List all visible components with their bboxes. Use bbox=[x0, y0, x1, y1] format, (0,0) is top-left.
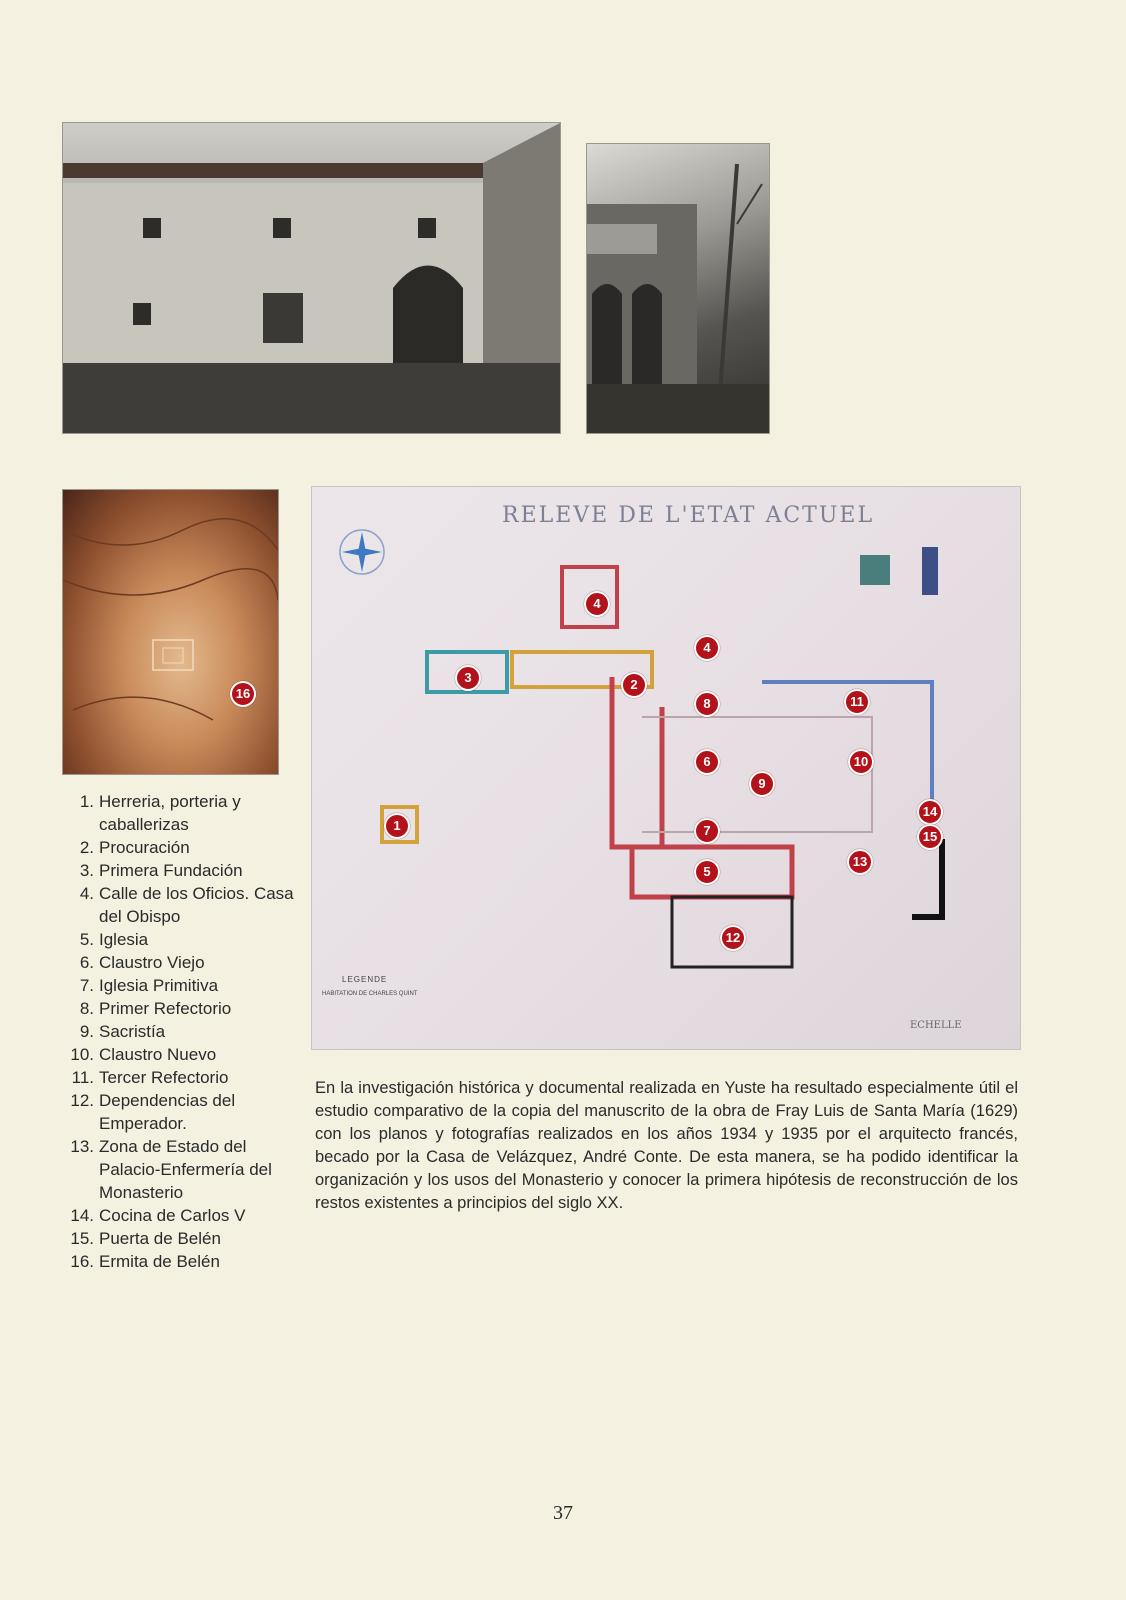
legend-item-label: Herreria, porteria y caballerizas bbox=[99, 792, 241, 834]
plan-marker-9: 9 bbox=[749, 771, 775, 797]
plan-marker-1: 1 bbox=[384, 813, 410, 839]
legend-item-label: Sacristía bbox=[99, 1022, 166, 1041]
legend-item bbox=[66, 1250, 296, 1273]
legend-item bbox=[66, 951, 296, 974]
plan-marker-14: 14 bbox=[917, 799, 943, 825]
legend-item bbox=[66, 1020, 296, 1043]
plan-marker-11: 11 bbox=[844, 689, 870, 715]
courtyard-illustration bbox=[587, 144, 769, 433]
plan-title: RELEVE DE L'ETAT ACTUEL bbox=[502, 503, 875, 528]
plan-drawing bbox=[312, 487, 1020, 1049]
legend-item-label: Calle de los Oficios. Casa del Obispo bbox=[99, 884, 294, 926]
legend-item-number: 4. bbox=[79, 884, 94, 903]
plan-legend-title: LEGENDE bbox=[342, 975, 388, 984]
plan-legend-sub: HABITATION DE CHARLES QUINT bbox=[322, 991, 418, 997]
plan-scale: ECHELLE bbox=[910, 1020, 962, 1031]
legend-item-number: 2. bbox=[79, 838, 94, 857]
legend-item bbox=[66, 790, 296, 836]
legend-item-label: Tercer Refectorio bbox=[99, 1068, 229, 1087]
plan-marker-3: 3 bbox=[455, 665, 481, 691]
aerial-marker-16: 16 bbox=[230, 681, 256, 707]
legend-item bbox=[66, 1043, 296, 1066]
legend-item bbox=[66, 974, 296, 997]
aerial-illustration bbox=[63, 490, 278, 774]
legend-item bbox=[66, 1066, 296, 1089]
legend-item-label: Claustro Nuevo bbox=[99, 1045, 217, 1064]
page-number: 37 bbox=[553, 1502, 573, 1524]
legend-item-label: Procuración bbox=[99, 838, 190, 857]
photo-building-facade bbox=[62, 122, 561, 434]
facade-illustration bbox=[63, 123, 560, 433]
legend-item-number: 10. bbox=[70, 1045, 94, 1064]
legend-item bbox=[66, 1204, 296, 1227]
legend-item-number: 5. bbox=[79, 930, 94, 949]
plan-marker-5: 5 bbox=[694, 859, 720, 885]
photo-aerial-view bbox=[62, 489, 279, 775]
legend-item-label: Iglesia bbox=[99, 930, 149, 949]
caption-text: En la investigación histórica y documental realizada en Yuste ha resultado especialmente útil el estudio comparativo de la copia del manuscrito de la obra de Fray Luis de Santa María (1629) con los planos y fotografías realizados en los años 1934 y 1935 por el arquitecto francés, becado por la Casa de Velázquez, André Conte. De esta manera, se ha podido identificar la organización y los usos del Monasterio y conocer la primera hipótesis de reconstrucción de los restos existentes a principios del siglo XX. bbox=[315, 1079, 1018, 1212]
plan-marker-8: 8 bbox=[694, 691, 720, 717]
legend-item-number: 1. bbox=[79, 792, 94, 811]
legend-item bbox=[66, 1227, 296, 1250]
legend-item-label: Dependencias del Emperador. bbox=[99, 1091, 236, 1133]
legend-item bbox=[66, 836, 296, 859]
legend-item bbox=[66, 997, 296, 1020]
plan-marker-12: 12 bbox=[720, 925, 746, 951]
photo-courtyard bbox=[586, 143, 770, 434]
legend-item-label: Claustro Viejo bbox=[99, 953, 205, 972]
legend-item-number: 9. bbox=[79, 1022, 94, 1041]
legend-item-number: 14. bbox=[70, 1206, 94, 1225]
legend-item-label: Primera Fundación bbox=[99, 861, 243, 880]
legend-item-label: Zona de Estado del Palacio-Enfermería del Monasterio bbox=[99, 1137, 272, 1202]
legend-item-label: Puerta de Belén bbox=[99, 1229, 221, 1248]
plan-marker-7: 7 bbox=[694, 818, 720, 844]
legend-item-number: 16. bbox=[70, 1252, 94, 1271]
legend-item-number: 8. bbox=[79, 999, 94, 1018]
legend-item-number: 13. bbox=[70, 1137, 94, 1156]
legend-item-number: 11. bbox=[71, 1068, 94, 1087]
plan-marker-13: 13 bbox=[847, 849, 873, 875]
legend-item-number: 6. bbox=[79, 953, 94, 972]
legend-item bbox=[66, 882, 296, 928]
legend-item-label: Iglesia Primitiva bbox=[99, 976, 219, 995]
legend-item-label: Cocina de Carlos V bbox=[99, 1206, 246, 1225]
monastery-plan bbox=[311, 486, 1021, 1050]
plan-marker-10: 10 bbox=[848, 749, 874, 775]
plan-marker-2: 2 bbox=[621, 672, 647, 698]
legend-item-label: Primer Refectorio bbox=[99, 999, 232, 1018]
legend-item-number: 7. bbox=[79, 976, 94, 995]
legend-item-number: 12. bbox=[70, 1091, 94, 1110]
plan-marker-4a: 4 bbox=[584, 591, 610, 617]
legend-item bbox=[66, 928, 296, 951]
legend-item-label: Ermita de Belén bbox=[99, 1252, 220, 1271]
plan-marker-6: 6 bbox=[694, 749, 720, 775]
legend-list bbox=[66, 790, 296, 1273]
legend-item bbox=[66, 859, 296, 882]
legend-item bbox=[66, 1089, 296, 1135]
legend-item bbox=[66, 1135, 296, 1204]
plan-marker-15: 15 bbox=[917, 824, 943, 850]
legend-item-number: 3. bbox=[79, 861, 94, 880]
plan-marker-4b: 4 bbox=[694, 635, 720, 661]
legend-item-number: 15. bbox=[70, 1229, 94, 1248]
